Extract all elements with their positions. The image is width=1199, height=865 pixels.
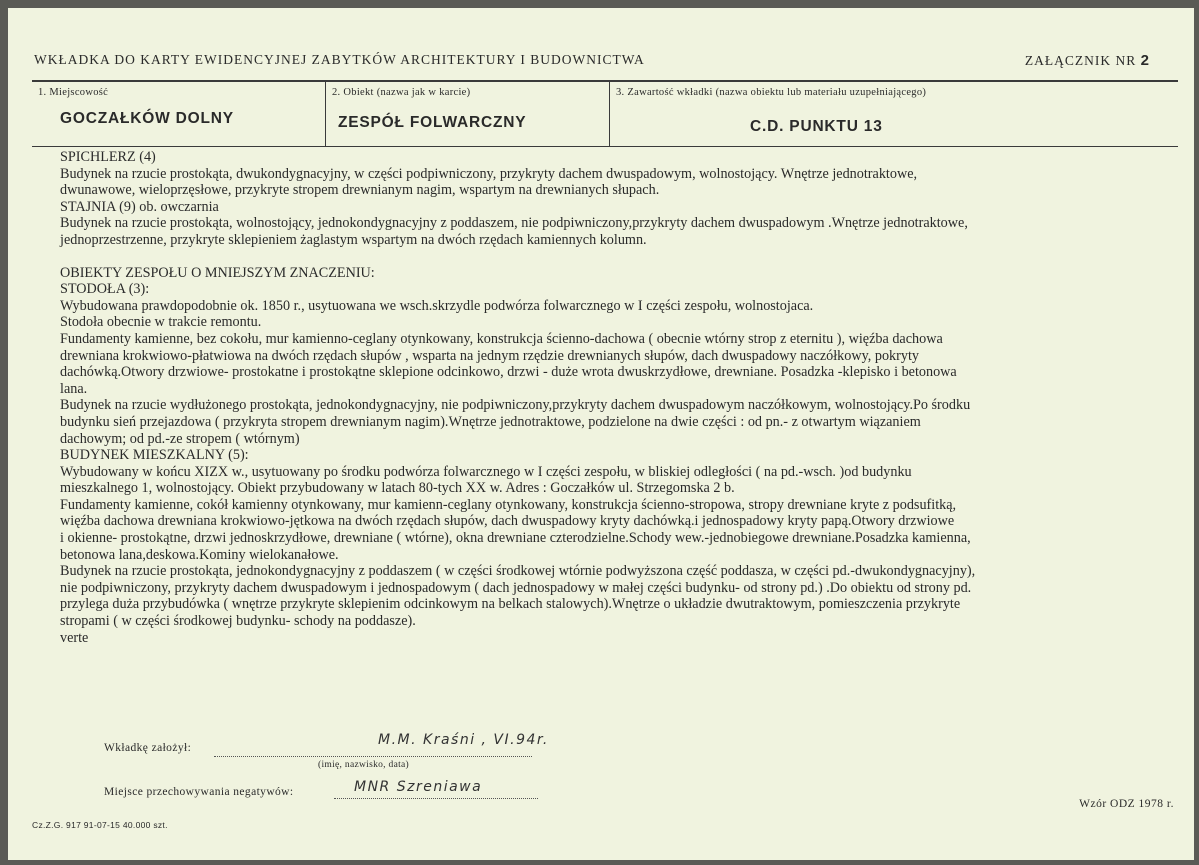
mid-rule [32,146,1178,147]
text-line: BUDYNEK MIESZKALNY (5): [60,447,249,464]
document-sheet [8,8,1194,860]
text-line: Stodoła obecnie w trakcie remontu. [60,314,262,331]
text-line: Fundamenty kamienne, bez cokołu, mur kamienno-ceglany otynkowany, konstrukcja ścienno-dachowa ( obecnie wtórny strop z eternitu ), więźba dachowa [60,330,943,347]
text-line: dachówką.Otwory drzwiowe- prostokatne i prostokątne sklepione odcinkowo, drzwi - duże wrota dwuskrzydłowe, drewniane. Posadzka -klepisko i betonowa [60,364,957,381]
blank-line [60,249,1130,265]
body-text [60,149,1130,646]
print-info: Cz.Z.G. 917 91-07-15 40.000 szt. [32,820,168,830]
field-contents-value: C.D. PUNKTU 13 [750,118,883,135]
text-line: verte [60,629,89,646]
negatives-label: Miejsce przechowywania negatywów: [104,786,294,798]
signature-label: Wkładkę założył: [104,742,192,754]
field-place [32,82,326,146]
field-object-label: 2. Obiekt (nazwa jak w karcie) [332,87,471,98]
text-line: STAJNIA (9) ob. owczarnia [60,198,219,215]
text-line: mieszkalnego 1, wolnostojący. Obiekt przybudowany w latach 80-tych XX w. Adres : Goczałków ul. Strzegomska 2 b. [60,480,735,497]
text-line: stropami ( w części środkowej budynku- schody na poddasze). [60,613,416,630]
text-line: jednoprzestrzenne, przykryte sklepieniem żaglastym wspartym na dwóch rzędach kamiennych kolumn. [60,231,647,248]
text-line: Wybudowana prawdopodobnie ok. 1850 r., usytuowana we wsch.skrzydle podwórza folwarcznego w I części zespołu, wolnostojaca. [60,297,814,314]
text-line: STODOŁA (3): [60,281,150,298]
text-line: Budynek na rzucie prostokąta, wolnostojący, jednokondygnacyjny z poddaszem, nie podpiwniczony,przykryty dachem dwuspadowym .Wnętrze jednotraktowe, [60,215,968,232]
annex-label [1025,52,1150,69]
field-contents [610,82,1176,146]
text-line: lana. [60,380,88,397]
text-line: budynku sień przejazdowa ( przykryta stropem drewnianym nagim).Wnętrze jednotraktowe, podzielone na dwie części : od pn.- z otwartym wiązaniem [60,413,921,430]
text-line: betonowa lana,deskowa.Kominy wielokanałowe. [60,546,339,563]
annex-label-text: ZAŁĄCZNIK NR [1024,53,1137,68]
text-line: Budynek na rzucie prostokąta, jednokondygnacyjny z poddaszem ( w części środkowej wtórnie podwyższona część poddasza, w części pd.-dwukondygnacyjny), [60,563,976,580]
text-line: Budynek na rzucie wydłużonego prostokąta, jednokondygnacyjny, nie podpiwniczony,przykryty dachem dwuspadowym naczółkowym, wolnostojący.Po środku [60,397,971,414]
text-line: dachowym; od pd.-ze stropem ( wtórnym) [60,430,300,447]
signature-handwriting: M.M. Kraśni , VI.94r. [378,732,549,748]
field-place-label: 1. Miejscowość [38,87,109,98]
text-line: Wybudowany w końcu XIZX w., usytuowany po środku podwórza folwarcznego w I części zespołu, w bliskiej odległości ( na pd.-wsch. )od budynku [60,463,912,480]
text-line: dwunawowe, wieloprzęsłowe, przykryte stropem drewnianym nagim, wspartym na drewnianych słupach. [60,182,660,199]
text-line: Budynek na rzucie prostokąta, dwukondygnacyjny, w części podpiwniczony, przykryty dachem dwuspadowym, wolnostojący. Wnętrze jednotraktowe, [60,165,918,182]
text-line: więźba dachowa drewniana krokwiowo-jętkowa na dwóch rzędach słupów, dach dwuspadowy kryty dachówką.i jednospadowy kryty papą.Otwory drzwiowe [60,513,955,530]
text-line: drewniana krokwiowo-płatwiowa na dwóch rzędach słupów , wsparta na jednym rzędzie drewnianych słupów, dach dwuspadowy naczółkowy, pokryty [60,347,920,364]
text-line: przylega duża przybudówka ( wnętrze przykryte sklepienim odcinkowym na belkach stalowych).Wnętrze o układzie dwutraktowym, pomieszczenia przykryte [60,596,961,613]
text-line: nie podpiwniczony, przykryty dachem dwuspadowym i jednospadowym ( dach jednospadowy w małej części budynku- od strony pd.) .Do obiektu od strony pd. [60,579,972,596]
form-title: WKŁADKA DO KARTY EWIDENCYJNEJ ZABYTKÓW ARCHITEKTURY I BUDOWNICTWA [34,52,645,67]
field-contents-label: 3. Zawartość wkładki (nazwa obiektu lub materiału uzupełniającego) [616,87,927,98]
field-place-value: GOCZAŁKÓW DOLNY [60,110,234,127]
signature-line [214,756,532,757]
signature-caption: (imię, nazwisko, data) [318,760,410,770]
negatives-line [334,798,538,799]
field-object [326,82,610,146]
text-line: i okienne- prostokątne, drzwi jednoskrzydłowe, drewniane ( wtórne), okna drewniane czterodzielne.Schody wew.-jednobiegowe drewniane.Posadzka kamienna, [60,530,971,547]
field-object-value: ZESPÓŁ FOLWARCZNY [338,114,527,131]
annex-number: 2 [1140,52,1150,69]
text-line: Fundamenty kamienne, cokół kamienny otynkowany, mur kamienn-ceglany otynkowany, konstrukcja ścienno-stropowa, stropy drewniane kryte z podsufitką, [60,496,957,513]
negatives-handwriting: MNR Szreniawa [354,779,483,795]
form-template-label: Wzór ODZ 1978 r. [1079,798,1174,810]
text-line: OBIEKTY ZESPOŁU O MNIEJSZYM ZNACZENIU: [60,264,375,281]
text-line: SPICHLERZ (4) [60,149,156,165]
